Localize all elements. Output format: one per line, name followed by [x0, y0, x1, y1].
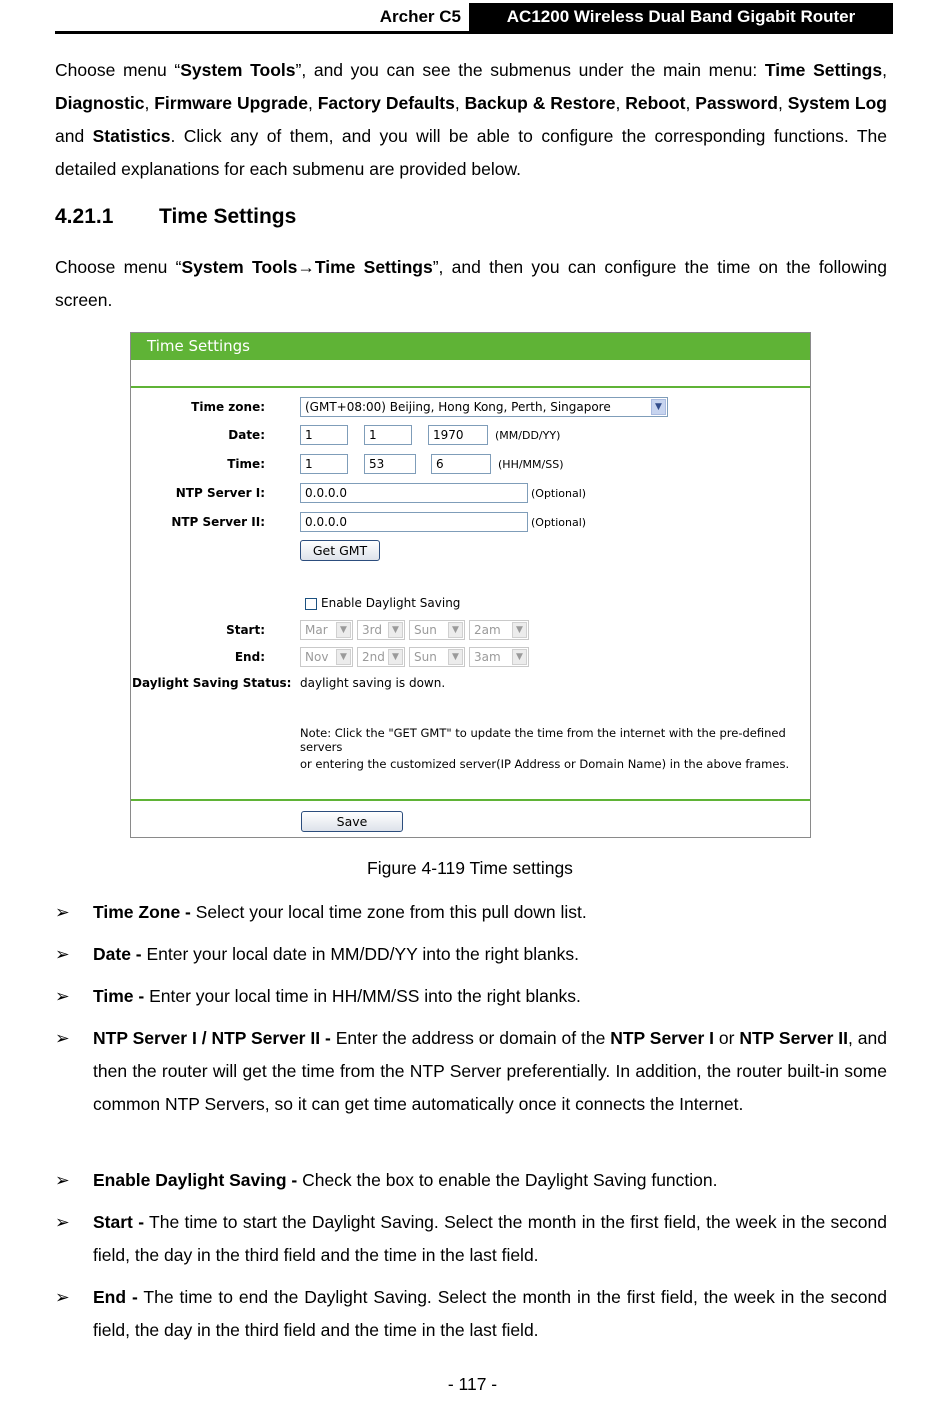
- bullet-marker: ➢: [55, 902, 70, 922]
- chevron-down-icon: ▼: [336, 649, 351, 665]
- ntp1-hint: (Optional): [531, 487, 587, 500]
- chevron-down-icon: ▼: [448, 649, 463, 665]
- ntp2-label: NTP Server II:: [171, 515, 265, 529]
- date-year-input[interactable]: 1970: [428, 425, 488, 445]
- figure-caption: Figure 4-119 Time settings: [367, 858, 573, 878]
- bullet-marker: ➢: [55, 944, 70, 964]
- ntp1-label: NTP Server I:: [175, 486, 265, 500]
- page-header: [55, 0, 893, 34]
- divider: [131, 799, 810, 801]
- intro-paragraph: Choose menu “System Tools”, and you can see the submenus under the main menu: Time Settings, Diagnostic, Firmware Upgrade, Factory Defaults, Backup & Restore, Reboot, Password, System Log and Statistics. Click any of them, and you will be able to configure the corresponding functions. The detailed explanations for each submenu are provided below.: [55, 60, 887, 179]
- daylight-saving-label: Enable Daylight Saving: [321, 596, 461, 610]
- chevron-down-icon: ▼: [512, 622, 527, 638]
- chevron-down-icon: ▼: [388, 649, 403, 665]
- list-item: ➢ Date - Enter your local date in MM/DD/YY into the right blanks.: [55, 938, 887, 971]
- list-item: ➢ Enable Daylight Saving - Check the box to enable the Daylight Saving function.: [55, 1164, 887, 1197]
- time-label: Time:: [227, 457, 265, 471]
- divider: [131, 386, 810, 388]
- timezone-select[interactable]: (GMT+08:00) Beijing, Hong Kong, Perth, Singapore ▼: [300, 397, 668, 417]
- start-hour-select[interactable]: 2am ▼: [469, 620, 529, 640]
- page-number: - 117 -: [447, 1374, 498, 1394]
- end-week-select[interactable]: 2nd ▼: [357, 647, 405, 667]
- list-item: ➢ End - The time to end the Daylight Saving. Select the month in the first field, the week in the second field, the day in the third field and the time in the last field.: [55, 1281, 887, 1347]
- start-month-select[interactable]: Mar ▼: [300, 620, 353, 640]
- time-settings-panel: [130, 332, 811, 838]
- note-line-1: Note: Click the "GET GMT" to update the time from the internet with the pre-defined servers: [300, 726, 786, 754]
- end-day-select[interactable]: Sun ▼: [409, 647, 465, 667]
- ntp1-input[interactable]: 0.0.0.0: [300, 483, 528, 503]
- panel-title: Time Settings: [131, 333, 810, 360]
- section-title: Time Settings: [159, 205, 297, 228]
- list-item: ➢ Time - Enter your local time in HH/MM/SS into the right blanks.: [55, 980, 887, 1013]
- section-heading: [55, 205, 296, 229]
- choose-paragraph: Choose menu “System Tools→Time Settings”, and then you can configure the time on the following screen.: [55, 257, 887, 310]
- ntp2-input[interactable]: 0.0.0.0: [300, 512, 528, 532]
- list-item: ➢ NTP Server I / NTP Server II - Enter the address or domain of the NTP Server I or NTP Server II, and then the router will get the time from the NTP Server preferentially. In addition, the router built-in some common NTP Servers, so it can get time automatically once it connects the Internet.: [55, 1022, 887, 1121]
- date-day-input[interactable]: 1: [364, 425, 412, 445]
- product-title: AC1200 Wireless Dual Band Gigabit Router: [469, 3, 893, 31]
- chevron-down-icon: ▼: [512, 649, 527, 665]
- start-label: Start:: [226, 623, 265, 637]
- list-item: ➢ Time Zone - Select your local time zone from this pull down list.: [55, 896, 887, 929]
- start-week-select[interactable]: 3rd ▼: [357, 620, 405, 640]
- time-minute-input[interactable]: 53: [364, 454, 416, 474]
- start-day-select[interactable]: Sun ▼: [409, 620, 465, 640]
- chevron-down-icon: ▼: [336, 622, 351, 638]
- section-number: 4.21.1: [55, 205, 114, 228]
- date-label: Date:: [228, 428, 265, 442]
- bullet-marker: ➢: [55, 1212, 70, 1232]
- time-second-input[interactable]: 6: [431, 454, 491, 474]
- time-format-hint: (HH/MM/SS): [498, 458, 564, 471]
- note-line-2: or entering the customized server(IP Address or Domain Name) in the above frames.: [300, 757, 790, 771]
- end-label: End:: [234, 650, 265, 664]
- end-month-select[interactable]: Nov ▼: [300, 647, 353, 667]
- date-format-hint: (MM/DD/YY): [495, 429, 561, 442]
- time-hour-input[interactable]: 1: [300, 454, 348, 474]
- date-month-input[interactable]: 1: [300, 425, 348, 445]
- ntp2-hint: (Optional): [531, 516, 587, 529]
- product-model: Archer C5: [379, 7, 461, 26]
- daylight-status-value: daylight saving is down.: [300, 676, 446, 690]
- bullet-marker: ➢: [55, 1287, 70, 1307]
- get-gmt-button[interactable]: Get GMT: [300, 540, 380, 561]
- daylight-status-label: Daylight Saving Status:: [132, 676, 292, 690]
- chevron-down-icon: ▼: [651, 399, 666, 415]
- chevron-down-icon: ▼: [448, 622, 463, 638]
- daylight-saving-checkbox[interactable]: [305, 598, 317, 610]
- save-button[interactable]: Save: [301, 811, 403, 832]
- chevron-down-icon: ▼: [388, 622, 403, 638]
- timezone-label: Time zone:: [191, 400, 265, 414]
- bullet-marker: ➢: [55, 1028, 70, 1048]
- list-item: ➢ Start - The time to start the Daylight Saving. Select the month in the first field, the week in the second field, the day in the third field and the time in the last field.: [55, 1206, 887, 1272]
- bullet-marker: ➢: [55, 986, 70, 1006]
- bullet-marker: ➢: [55, 1170, 70, 1190]
- end-hour-select[interactable]: 3am ▼: [469, 647, 529, 667]
